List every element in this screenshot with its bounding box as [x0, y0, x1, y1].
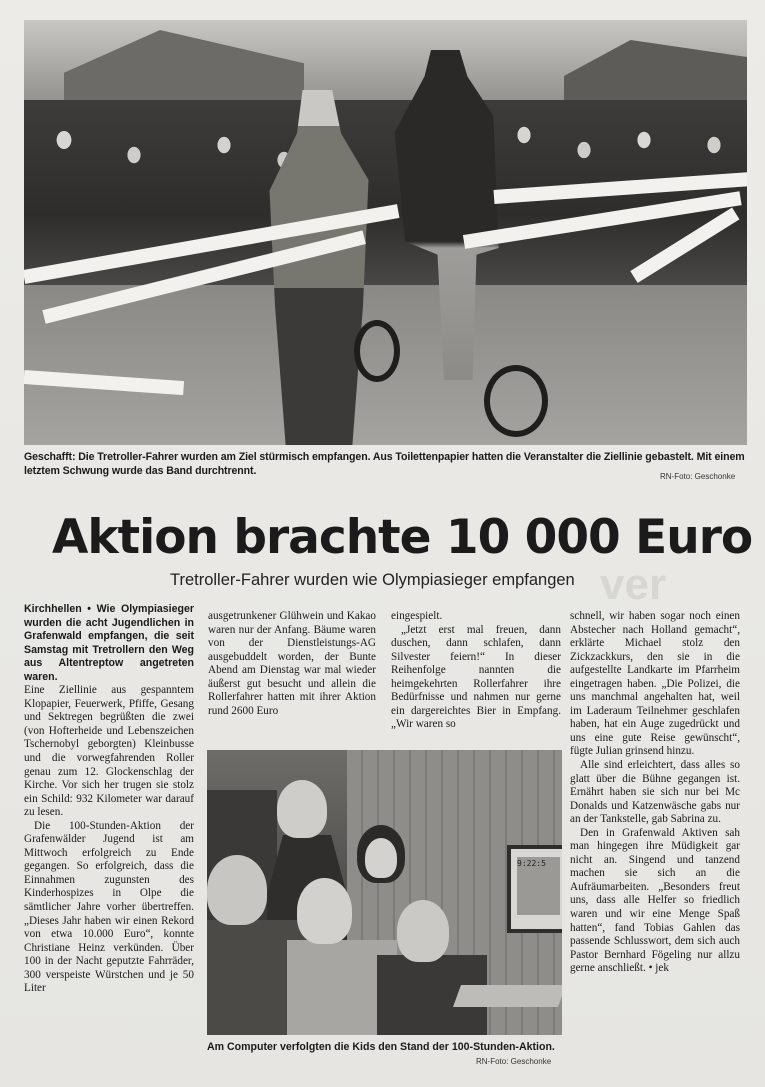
subheadline: Tretroller-Fahrer wurden wie Olympiasieger empfangen: [170, 571, 575, 589]
paragraph: ausgetrunkener Glühwein und Kakao waren nur der Anfang. Bäume waren von der Dienstleistungs-AG ausgebuddelt worden, der Bunte Abend am Dienstag war mal wieder äußerst gut besucht und allein die Rollerfahrer hatten mit ihrer Aktion rund 2600 Euro: [208, 610, 376, 717]
article-column-3: [391, 610, 561, 732]
article-column-2: [208, 610, 376, 718]
paragraph: „Jetzt erst mal freuen, dann duschen, dann schlafen, dann Silvester feiern!“ In dieser Reihenfolge nannten die heimgekehrten Rollerfahrer ihre Bedürfnisse und nahmen nur gerne ein dargereichtes Bier in Empfang. „Wir waren so: [391, 623, 561, 731]
article-column-1: [24, 603, 194, 996]
bottom-photo: [207, 750, 562, 1035]
paragraph: schnell, wir haben sogar noch einen Abstecher nach Holland gemacht“, erklärte Michael stolz den Zickzackkurs, den sie in die aufgestellte Landkarte im Pfarrheim eingetragen haben. „Die Polizei, die uns manchmal angehalten hat, weil im Laderaum Teilnehmer geschlafen haben, hat ein Auge zugedrückt und uns eine gute Reise gewünscht“, fügte Julian grinsend hinzu.: [570, 610, 740, 758]
article-column-4: [570, 610, 740, 976]
computer-monitor: [507, 845, 562, 933]
paragraph: Alle sind erleichtert, dass alles so glatt über die Bühne gegangen ist. Ernährt haben sie sich nur bei Mc Donalds und Katzenwäsche gabs nur an der Tankstelle, gab Sabrina zu.: [570, 759, 740, 826]
monitor-screen-text: 9:22:5: [517, 859, 546, 868]
bottom-photo-credit: RN-Foto: Geschonke: [476, 1057, 552, 1066]
headline: Aktion brachte 10 000 Euro: [52, 510, 753, 565]
top-photo-credit: RN-Foto: Geschonke: [660, 472, 736, 481]
paragraph: Die 100-Stunden-Aktion der Grafenwälder Jugend ist am Mittwoch erfolgreich zu Ende gegangen. So erfolgreich, dass die Einnahmen zugunsten des Kinderhospizes in Olpe die sämtlicher Jahre vorher übertreffen. „Dieses Jahr haben wir einen Rekord von etwa 10.000 Euro“, konnte Christiane Heinz verkünden. Über 100 in der Nacht geputzte Fahrräder, 300 verspeiste Würstchen und je 50 Liter: [24, 819, 194, 995]
top-photo-caption: Geschafft: Die Tretroller-Fahrer wurden am Ziel stürmisch empfangen. Aus Toilettenpapier hatten die Veranstalter die Ziellinie gebastelt. Mit einem letztem Schwung wurde das Band durchtrennt.: [24, 451, 745, 477]
lead-paragraph: Kirchhellen • Wie Olympiasieger wurden die acht Jugendlichen in Grafenwald empfangen, die seit Samstag mit Tretrollern den Weg aus Altentreptow angetreten waren.: [24, 603, 194, 683]
bottom-photo-caption: Am Computer verfolgten die Kids den Stand der 100-Stunden-Aktion.: [207, 1041, 555, 1053]
paragraph: Den in Grafenwald Aktiven sah man hingegen ihre Müdigkeit gar nicht an. Singend und tanzend machen sie sich an die Aufräumarbeiten. „Besonders freut uns, dass alle Helfer so friedlich waren und wir eine Menge Spaß hatten“, fand Tobias Gahlen das passende Schlusswort, dem sich auch Pastor Bernhard Fögeling nur allzu gerne anschließt. • jek: [570, 826, 740, 975]
paragraph: eingespielt.: [391, 610, 443, 622]
paragraph: Eine Ziellinie aus gespanntem Klopapier, Feuerwerk, Pfiffe, Gesang und Sektregen begrüßten die zwei (von Hofterheide und Lebenszeichen Tschernobyl geborgten) Kleinbusse und die vorwegfahrenden Roller genau zum 12. Glockenschlag der Kirche. Vor sich her trugen sie stolz ein Schild: 932 Kilometer war darauf zu lesen.: [24, 684, 194, 819]
bleed-through-text: ver: [600, 560, 667, 609]
top-photo: [24, 20, 747, 445]
